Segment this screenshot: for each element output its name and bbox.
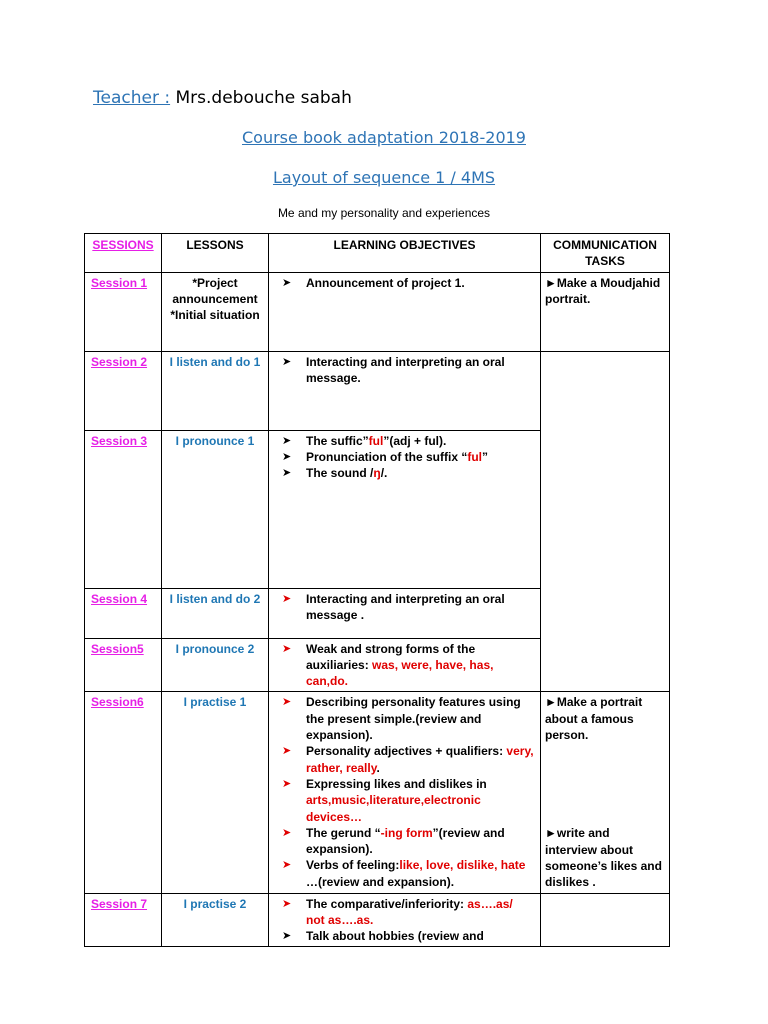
header-objectives: LEARNING OBJECTIVES bbox=[269, 234, 541, 273]
course-title: Course book adaptation 2018-2019 bbox=[242, 128, 526, 147]
sequence-subtitle: Me and my personality and experiences bbox=[277, 206, 491, 220]
teacher-line bbox=[93, 88, 352, 108]
sequence-title: Layout of sequence 1 / 4MS bbox=[272, 168, 496, 187]
list-item: ➤ Interacting and interpreting an oral message. bbox=[282, 354, 505, 385]
communication-cell-empty bbox=[541, 351, 670, 692]
list-item: ➤ Weak and strong forms of the auxiliaries: was, were, have, has, can,do. bbox=[282, 641, 494, 689]
arrowhead-bullet-icon: ➤ bbox=[282, 859, 292, 872]
header-sessions: SESSIONS bbox=[85, 234, 162, 273]
table-row bbox=[85, 351, 670, 430]
communication-cell: ►Make a portrait about a famous person. ►write and interview about someone’s likes and dislikes . bbox=[541, 692, 670, 893]
session-cell: Session5 bbox=[85, 638, 162, 692]
communication-cell: ►Make a Moudjahid portrait. bbox=[541, 272, 670, 351]
objectives-cell bbox=[269, 692, 541, 893]
lesson-cell: I listen and do 2 bbox=[162, 588, 269, 638]
lesson-cell: *Project announcement *Initial situation bbox=[162, 272, 269, 351]
objectives-cell bbox=[269, 893, 541, 947]
list-item: ➤ Announcement of project 1. bbox=[282, 275, 465, 290]
table-row bbox=[85, 893, 670, 947]
teacher-label: Teacher : bbox=[93, 88, 171, 108]
lesson-cell: I pronounce 1 bbox=[162, 430, 269, 588]
lesson-cell: I practise 1 bbox=[162, 692, 269, 893]
header-communication: COMMUNICATION TASKS bbox=[541, 234, 670, 273]
session-cell: Session 4 bbox=[85, 588, 162, 638]
list-item: ➤ Personality adjectives + qualifiers: very, rather, really. bbox=[282, 744, 534, 775]
lesson-cell: I pronounce 2 bbox=[162, 638, 269, 692]
arrowhead-bullet-icon: ➤ bbox=[282, 355, 292, 368]
arrowhead-bullet-icon: ➤ bbox=[282, 696, 292, 709]
arrowhead-bullet-icon: ➤ bbox=[282, 826, 292, 839]
list-item: ➤ The sound /ŋ/. bbox=[282, 466, 388, 481]
arrowhead-bullet-icon: ➤ bbox=[282, 897, 292, 910]
lesson-cell: I listen and do 1 bbox=[162, 351, 269, 430]
list-item: ➤ Verbs of feeling:like, love, dislike, hate …(review and expansion). bbox=[282, 858, 526, 889]
list-item: ➤ Talk about hobbies (review and bbox=[282, 929, 484, 944]
lesson-cell: I practise 2 bbox=[162, 893, 269, 947]
table-row bbox=[85, 692, 670, 893]
arrowhead-bullet-icon: ➤ bbox=[282, 777, 292, 790]
arrowhead-bullet-icon: ➤ bbox=[282, 276, 292, 289]
arrowhead-bullet-icon: ➤ bbox=[282, 745, 292, 758]
arrowhead-bullet-icon: ➤ bbox=[282, 930, 292, 943]
list-item: ➤ Expressing likes and dislikes in arts,music,literature,electronic devices… bbox=[282, 776, 487, 824]
session-cell: Session 1 bbox=[85, 272, 162, 351]
sequence-table bbox=[84, 233, 670, 947]
session-cell: Session 7 bbox=[85, 893, 162, 947]
objectives-cell bbox=[269, 588, 541, 638]
teacher-name: Mrs.debouche sabah bbox=[170, 88, 352, 108]
objectives-cell bbox=[269, 638, 541, 692]
arrowhead-bullet-icon: ➤ bbox=[282, 642, 292, 655]
table-row bbox=[85, 272, 670, 351]
arrowhead-bullet-icon: ➤ bbox=[282, 467, 292, 480]
list-item: ➤ Describing personality features using the present simple.(review and expansion). bbox=[282, 695, 521, 743]
session-cell: Session 3 bbox=[85, 430, 162, 588]
list-item: ➤ The gerund “-ing form”(review and expansion). bbox=[282, 825, 505, 857]
session-cell: Session6 bbox=[85, 692, 162, 893]
list-item: ➤ Pronunciation of the suffix “ful” bbox=[282, 449, 489, 464]
objectives-cell bbox=[269, 351, 541, 430]
objectives-cell bbox=[269, 430, 541, 588]
session-cell: Session 2 bbox=[85, 351, 162, 430]
arrowhead-bullet-icon: ➤ bbox=[282, 434, 292, 447]
header-lessons: LESSONS bbox=[162, 234, 269, 273]
list-item: ➤ The suffic”ful”(adj + ful). bbox=[282, 433, 447, 448]
list-item: ➤ The comparative/inferiority: as….as/ not as….as. bbox=[282, 896, 513, 927]
objectives-cell bbox=[269, 272, 541, 351]
arrowhead-bullet-icon: ➤ bbox=[282, 592, 292, 605]
communication-cell-empty bbox=[541, 893, 670, 947]
arrowhead-bullet-icon: ➤ bbox=[282, 450, 292, 463]
table-header-row bbox=[85, 234, 670, 273]
list-item: ➤ Interacting and interpreting an oral message . bbox=[282, 591, 505, 622]
